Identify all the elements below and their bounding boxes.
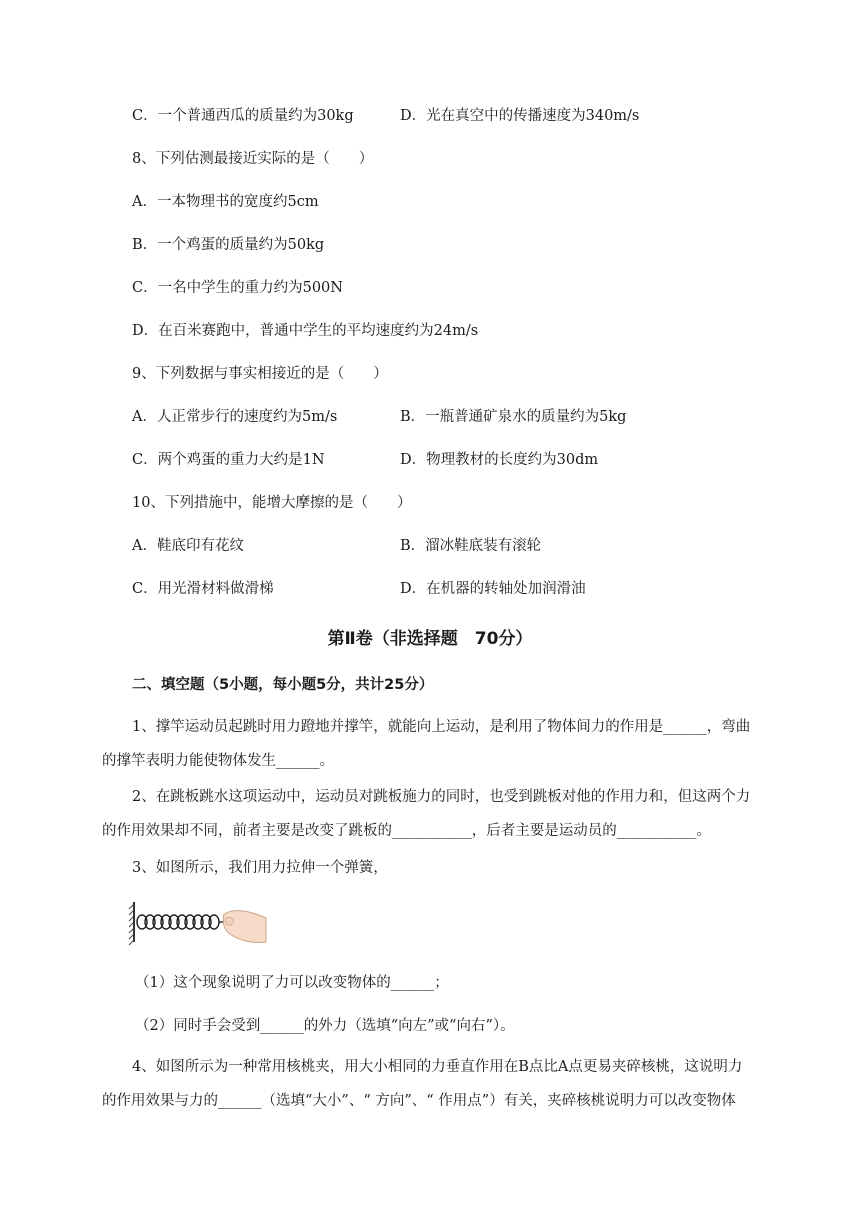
q7-option-c: C．一个普通西瓜的质量约为30kg bbox=[132, 108, 354, 124]
fill-q4-line-2: 的作用效果与力的______（选填“大小”、“ 方向”、“ 作用点”）有关，夹碎核桃说明力可以改变物体 bbox=[102, 1093, 736, 1109]
part-2-heading: 第Ⅱ卷（非选择题 70分） bbox=[327, 629, 533, 649]
fill-question-4 bbox=[102, 1050, 802, 1118]
q10-option-d: D．在机器的转轴处加润滑油 bbox=[400, 581, 586, 597]
fill-q2-line-2: 的作用效果却不同，前者主要是改变了跳板的___________，后者主要是运动员的___________。 bbox=[102, 823, 711, 839]
fill-q4-line-1: 4、如图所示为一种常用核桃夹，用大小相同的力垂直作用在B点比A点更易夹碎核桃，这说明力 bbox=[132, 1059, 743, 1075]
q8-option-c: C．一名中学生的重力约为500N bbox=[132, 280, 343, 296]
q8-option-a: A．一本物理书的宽度约5cm bbox=[132, 194, 319, 210]
fill-question-1 bbox=[102, 710, 802, 778]
fill-q3-sub-2: （2）同时手会受到______的外力（选填“向左”或“向右”）。 bbox=[135, 1018, 515, 1034]
fill-q2-line-1: 2、在跳板跳水这项运动中，运动员对跳板施力的同时，也受到跳板对他的作用力和，但这两个力 bbox=[132, 789, 751, 805]
q9-option-c: C．两个鸡蛋的重力大约是1N bbox=[132, 452, 325, 468]
section-2-title: 二、填空题（5小题，每小题5分，共计25分） bbox=[132, 677, 434, 693]
q10-option-a: A．鞋底印有花纹 bbox=[132, 538, 244, 554]
q8-option-d: D．在百米赛跑中，普通中学生的平均速度约为24m/s bbox=[132, 323, 479, 339]
q9-option-d: D．物理教材的长度约为30dm bbox=[400, 452, 599, 468]
q8-option-b: B．一个鸡蛋的质量约为50kg bbox=[132, 237, 325, 253]
q10-stem: 10、下列措施中，能增大摩擦的是（ ） bbox=[132, 495, 412, 511]
q10-option-c: C．用光滑材料做滑梯 bbox=[132, 581, 274, 597]
fill-q3-stem: 3、如图所示，我们用力拉伸一个弹簧， bbox=[132, 860, 388, 876]
q7-option-d: D．光在真空中的传播速度为340m/s bbox=[400, 108, 640, 124]
fill-question-2 bbox=[102, 780, 802, 848]
q9-stem: 9、下列数据与事实相接近的是（ ） bbox=[132, 366, 388, 382]
fill-q3-sub-1: （1）这个现象说明了力可以改变物体的______； bbox=[135, 975, 449, 991]
q10-option-b: B．溜冰鞋底装有滚轮 bbox=[400, 538, 542, 554]
spring-pull-figure bbox=[126, 896, 271, 948]
q8-stem: 8、下列估测最接近实际的是（ ） bbox=[132, 151, 374, 167]
fill-q1-line-2: 的撑竿表明力能使物体发生______。 bbox=[102, 753, 334, 769]
q9-option-b: B．一瓶普通矿泉水的质量约为5kg bbox=[400, 409, 627, 425]
fill-q1-line-1: 1、撑竿运动员起跳时用力蹬地并撑竿，就能向上运动，是利用了物体间力的作用是______，弯曲 bbox=[132, 719, 751, 735]
q9-option-a: A．人正常步行的速度约为5m/s bbox=[132, 409, 338, 425]
